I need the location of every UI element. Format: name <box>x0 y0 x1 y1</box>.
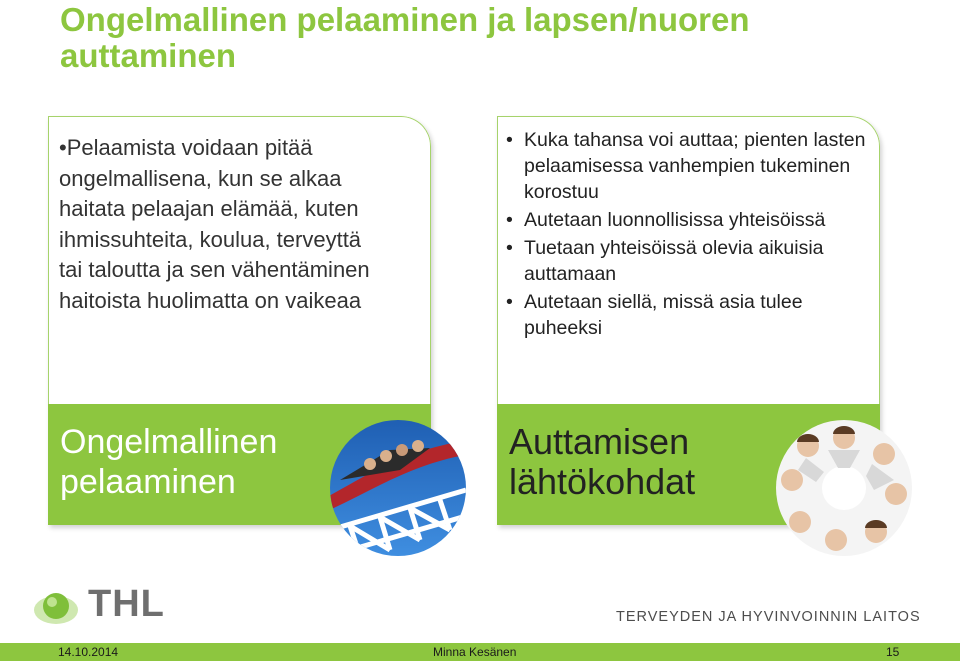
list-item: • Autetaan siellä, missä asia tulee puheeksi <box>504 289 874 341</box>
list-item: • Autetaan luonnollisissa yhteisöissä <box>504 207 874 233</box>
footer-date: 14.10.2014 <box>58 645 119 659</box>
roller-coaster-photo <box>330 420 466 556</box>
right-card-label-line1: Auttamisen <box>509 421 690 462</box>
right-card-label-line2: lähtökohdat <box>509 461 696 502</box>
left-card-text-panel <box>48 116 431 404</box>
people-circle-photo <box>776 420 912 556</box>
left-card-label <box>60 422 277 502</box>
slide-title: Ongelmallinen pelaaminen ja lapsen/nuoren auttaminen <box>60 1 750 74</box>
footer-page-number: 15 <box>886 645 900 659</box>
right-card-list <box>504 127 874 343</box>
right-card-text-panel <box>497 116 880 404</box>
footer-bar <box>0 643 960 661</box>
left-card-label-line1: Ongelmallinen <box>60 423 278 461</box>
list-item: • Kuka tahansa voi auttaa; pienten lasten pelaamisessa vanhempien tukeminen korostuu <box>504 127 874 205</box>
left-card-text: •Pelaamista voidaan pitää ongelmallisena, kun se alkaa haitata pelaajan elämää, kuten ihmissuhteita, koulua, terveyttä tai taloutta ja sen vähentäminen haitoista huolimatta on vaikeaa <box>59 135 370 313</box>
right-card-label <box>509 422 695 502</box>
list-item: • Tuetaan yhteisöissä olevia aikuisia auttamaan <box>504 235 874 287</box>
institute-name: TERVEYDEN JA HYVINVOINNIN LAITOS <box>616 609 921 625</box>
footer-author: Minna Kesänen <box>433 645 517 659</box>
logo-text: THL <box>88 583 165 625</box>
left-card-label-line2: pelaaminen <box>60 463 236 501</box>
